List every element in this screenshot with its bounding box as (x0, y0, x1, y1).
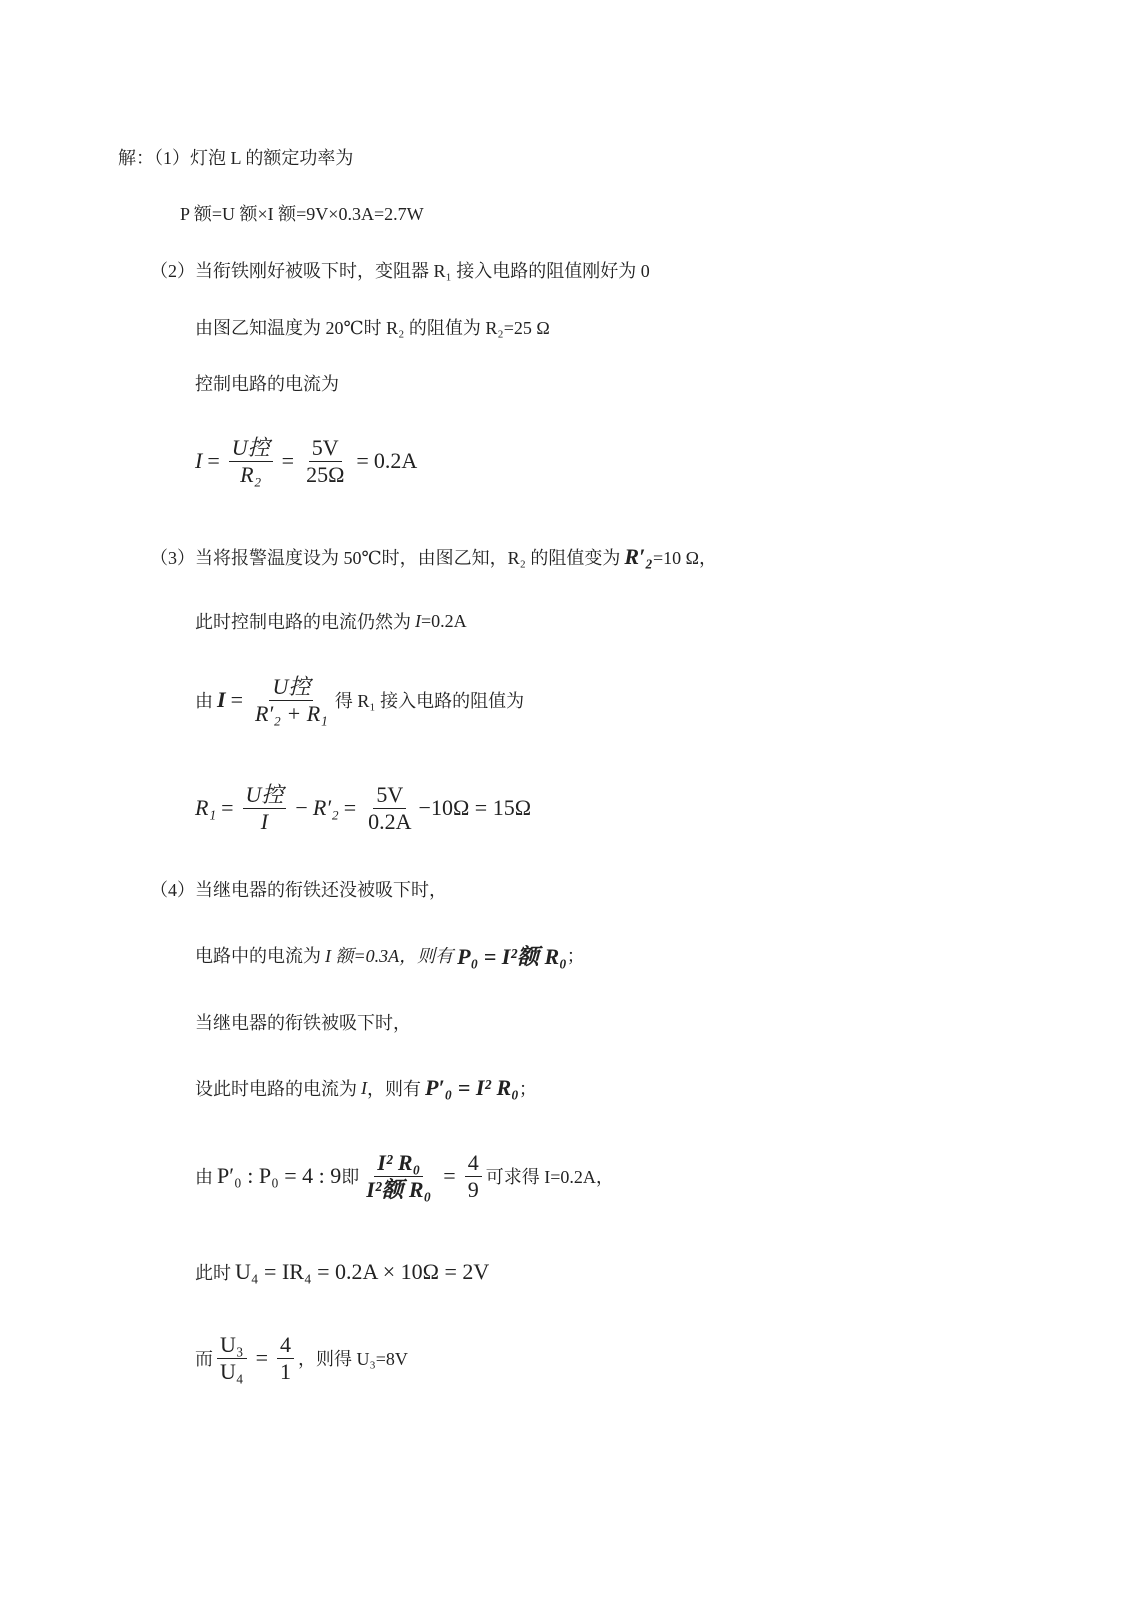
eq-lhs: R₁ (195, 795, 217, 820)
part3-equation: R₁ = $\frac{\text{U控}}{I}$ − R′₂ = $\frac{5V}{0.2A}$ −10Ω = 15Ω (195, 781, 532, 834)
text: ，则有 (367, 1079, 421, 1099)
text: ； (566, 946, 585, 966)
fraction (229, 435, 273, 488)
numerator: 5V (373, 782, 406, 809)
part4-line5 (195, 1242, 489, 1302)
denominator: I (260, 808, 269, 834)
text: 设此时电路的电流为 (195, 1079, 357, 1099)
part3-line2: 由 I = $\frac{\text{U控}}{\text{R′₂ + R₁}}$ 得 R₁ 接入电路的阻值为 (195, 673, 525, 726)
math-expression: P₀ = I²额 R₀ (457, 943, 567, 969)
numerator: 4 (465, 1150, 482, 1177)
text: （3）当将报警温度设为 50℃时，由图乙知，R₂ 的阻值变为 (150, 548, 621, 568)
part1-heading: 解：（1）灯泡 L 的额定功率为 (118, 148, 354, 168)
part4-line4: 由 P′₀ : P₀ = 4 : 9 即 $\frac{\text{I² R₀}}{\text{I²额 R₀}}$ = $\frac{4}{9}$ 可求得 I=0.2A， (195, 1149, 614, 1202)
text: ； (518, 1079, 537, 1099)
part4-heading: （4）当继电器的衔铁还没被吸下时， (150, 880, 447, 900)
numerator: 4 (277, 1332, 294, 1359)
math-expression: P′₀ : P₀ = 4 : 9 (217, 1163, 342, 1188)
denominator: U₄ (220, 1358, 244, 1384)
text: 得 R₁ 接入电路的阻值为 (334, 691, 525, 711)
math-var: R′₂ (312, 795, 339, 820)
part3-heading (150, 527, 717, 587)
fraction (252, 674, 331, 727)
part4-line3 (195, 1058, 537, 1118)
numerator: U控 (229, 435, 273, 462)
fraction (363, 1150, 434, 1203)
part2-line2: 控制电路的电流为 (195, 374, 339, 394)
text: 即 (341, 1167, 360, 1187)
part3-line1 (195, 591, 467, 651)
text: 此时 (195, 1263, 231, 1283)
math-var: I (217, 687, 226, 712)
numerator: U控 (243, 782, 287, 809)
math-expression: P′₀ = I² R₀ (425, 1075, 519, 1100)
part2-line1: 由图乙知温度为 20℃时 R₂ 的阻值为 R₂=25 Ω (195, 318, 550, 338)
eq-result: −10Ω = 15Ω (418, 795, 532, 820)
text: 而 (195, 1349, 213, 1369)
denominator: 1 (279, 1358, 291, 1384)
text: 可求得 I=0.2A， (485, 1167, 614, 1187)
fraction (465, 1150, 482, 1203)
text: 由 (195, 1167, 213, 1187)
numerator: 5V (309, 435, 342, 462)
fraction (243, 782, 287, 835)
denominator: R′₂ + R₁ (254, 700, 328, 726)
math-var: R′₂ (624, 544, 653, 569)
text: I 额=0.3A，则有 (325, 946, 454, 966)
text: =0.2A (421, 610, 467, 631)
denominator: 25Ω (306, 461, 345, 487)
text: =10 Ω， (652, 548, 717, 568)
part2-equation: I = $\frac{\text{U控}}{\text{R₂}}$ = $\frac{5V}{25\Omega}$ = 0.2A (195, 434, 418, 487)
part4-line2: 当继电器的衔铁被吸下时， (195, 1013, 411, 1033)
numerator: I² R₀ (374, 1150, 423, 1177)
fraction (365, 782, 414, 835)
text: 电路中的电流为 (195, 946, 321, 966)
denominator: 0.2A (368, 808, 412, 834)
part2-heading: （2）当衔铁刚好被吸下时，变阻器 R₁ 接入电路的阻值刚好为 0 (150, 261, 650, 281)
part4-line1 (195, 925, 585, 985)
denominator: I²额 R₀ (366, 1176, 432, 1202)
denominator: R₂ (240, 461, 262, 487)
eq-result: 0.2A (373, 448, 418, 473)
math-var: I (361, 1077, 367, 1098)
denominator: 9 (467, 1176, 479, 1202)
fraction (277, 1332, 294, 1385)
math-expression: U₄ = IR₄ = 0.2A × 10Ω = 2V (235, 1259, 490, 1284)
numerator: U₃ (217, 1332, 247, 1359)
eq-lhs: I (195, 448, 203, 473)
text: 由 (195, 691, 213, 711)
fraction (217, 1332, 247, 1385)
fraction (303, 435, 347, 488)
math-var: I (415, 610, 421, 631)
part4-line6: 而 $\frac{\text{U₃}}{\text{U₄}}$ = $\frac{4}{1}$ ，则得 U₃=8V (195, 1331, 408, 1384)
part1-formula: P 额=U 额×I 额=9V×0.3A=2.7W (180, 204, 424, 224)
text: ，则得 U₃=8V (297, 1349, 408, 1369)
numerator: U控 (269, 674, 313, 701)
text: 此时控制电路的电流仍然为 (195, 612, 411, 632)
